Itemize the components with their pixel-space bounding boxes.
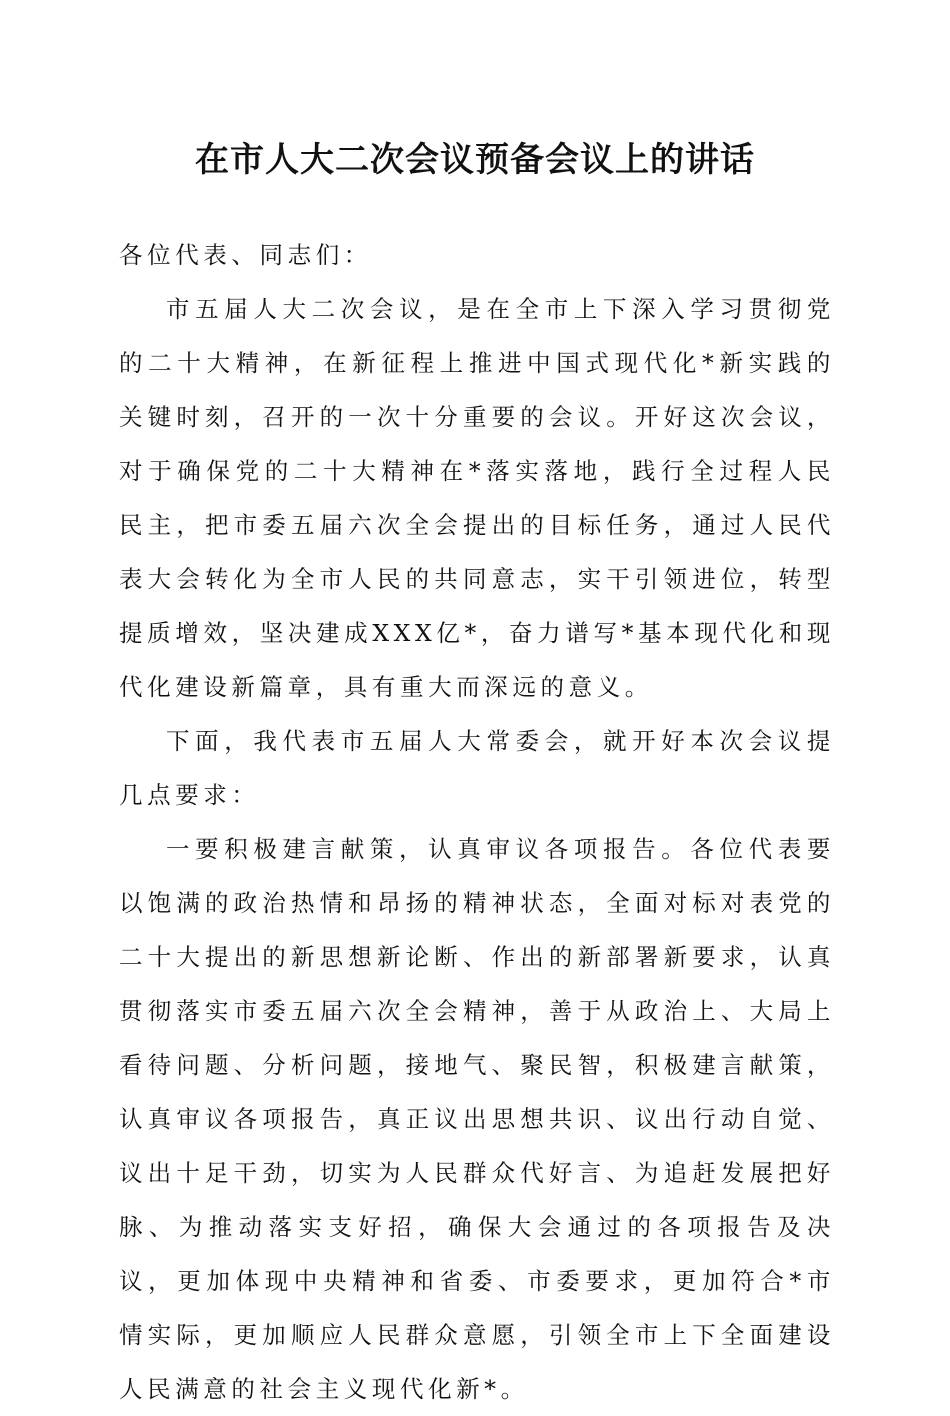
paragraph-intro: 市五届人大二次会议，是在全市上下深入学习贯彻党的二十大精神，在新征程上推进中国式现代化*新实践的关键时刻，召开的一次十分重要的会议。开好这次会议，对于确保党的二十大精神在*落实落地，践行全过程人民民主，把市委五届六次全会提出的目标任务，通过人民代表大会转化为全市人民的共同意志，实干引领进位，转型提质增效，坚决建成XXX亿*，奋力谱写*基本现代化和现代化建设新篇章，具有重大而深远的意义。: [119, 295, 835, 701]
paragraph-requirement-one: 一要积极建言献策，认真审议各项报告。各位代表要以饱满的政治热情和昂扬的精神状态，全面对标对表党的二十大提出的新思想新论断、作出的新部署新要求，认真贯彻落实市委五届六次全会精神，善于从政治上、大局上看待问题、分析问题，接地气、聚民智，积极建言献策，认真审议各项报告，真正议出思想共识、议出行动自觉、议出十足干劲，切实为人民群众代好言、为追赶发展把好脉、为推动落实支好招，确保大会通过的各项报告及决议，更加体现中央精神和省委、市委要求，更加符合*市情实际，更加顺应人民群众意愿，引领全市上下全面建设人民满意的社会主义现代化新*。: [119, 835, 835, 1403]
document-body: [119, 228, 835, 1416]
salutation: 各位代表、同志们：: [119, 241, 372, 269]
paragraph-requirements-lead: 下面，我代表市五届人大常委会，就开好本次会议提几点要求：: [119, 727, 835, 809]
document-title: 在市人大二次会议预备会议上的讲话: [195, 140, 755, 180]
